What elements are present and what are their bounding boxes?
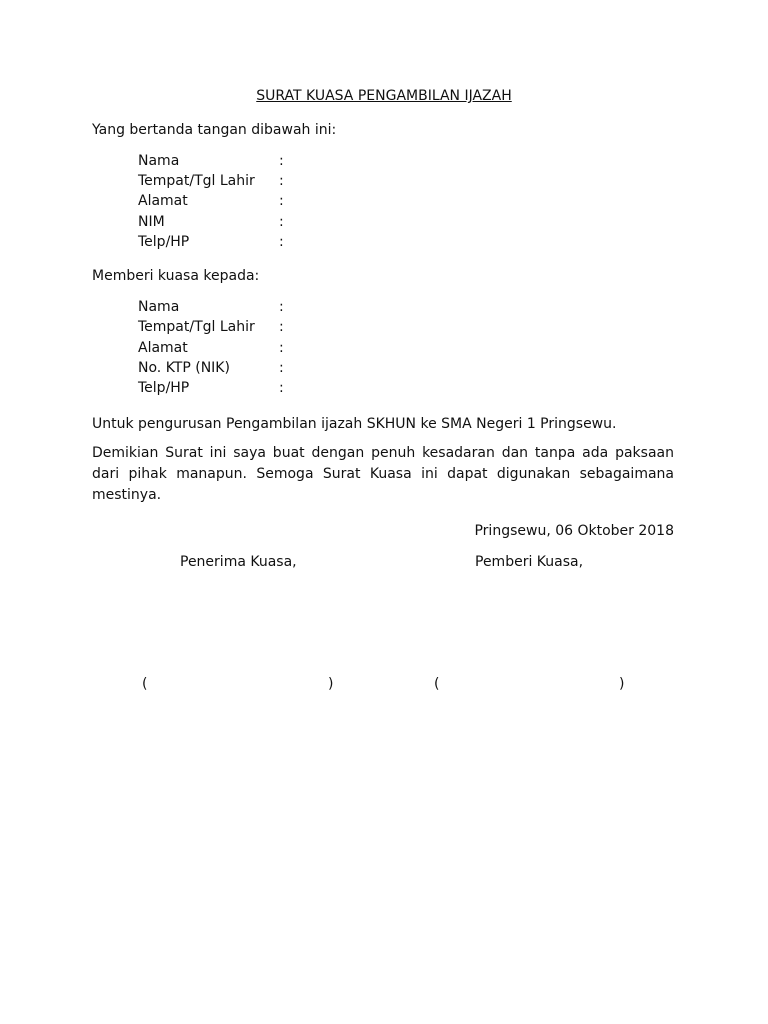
intro-line: Yang bertanda tangan dibawah ini: bbox=[92, 122, 337, 138]
giver-signature-close-paren: ) bbox=[619, 676, 625, 692]
giver-field-nim-colon: : bbox=[279, 214, 284, 230]
recipient-field-address-label: Alamat bbox=[138, 340, 188, 356]
recipient-signature-close-paren: ) bbox=[328, 676, 334, 692]
purpose-paragraph: Untuk pengurusan Pengambilan ijazah SKHUN ke SMA Negeri 1 Pringsewu. bbox=[92, 416, 617, 432]
recipient-field-name-colon: : bbox=[279, 299, 284, 315]
place-date: Pringsewu, 06 Oktober 2018 bbox=[474, 523, 674, 539]
recipient-field-birth-colon: : bbox=[279, 319, 284, 335]
recipient-field-phone-label: Telp/HP bbox=[138, 380, 190, 396]
closing-paragraph: Demikian Surat ini saya buat dengan penuh kesadaran dan tanpa ada paksaan dari pihak manapun. Semoga Surat Kuasa ini dapat digunakan sebagaimana mestinya. bbox=[92, 445, 674, 503]
recipient-field-name-label: Nama bbox=[138, 299, 180, 315]
recipient-field-address-colon: : bbox=[279, 340, 284, 356]
giver-field-name-label: Nama bbox=[138, 153, 180, 169]
giver-signature-label: Pemberi Kuasa, bbox=[475, 554, 584, 570]
letter-title: SURAT KUASA PENGAMBILAN IJAZAH bbox=[256, 88, 512, 104]
giver-field-address-label: Alamat bbox=[138, 193, 188, 209]
giver-field-nim-label: NIM bbox=[138, 214, 165, 230]
recipient-signature-open-paren: ( bbox=[142, 676, 148, 692]
recipient-field-birth-label: Tempat/Tgl Lahir bbox=[138, 319, 255, 335]
giver-field-phone-label: Telp/HP bbox=[138, 234, 190, 250]
giver-field-birth-colon: : bbox=[279, 173, 284, 189]
recipient-signature-label: Penerima Kuasa, bbox=[180, 554, 297, 570]
giver-field-name-colon: : bbox=[279, 153, 284, 169]
giver-field-address-colon: : bbox=[279, 193, 284, 209]
recipient-intro-line: Memberi kuasa kepada: bbox=[92, 268, 260, 284]
giver-signature-open-paren: ( bbox=[434, 676, 440, 692]
recipient-field-nik-label: No. KTP (NIK) bbox=[138, 360, 230, 376]
giver-field-phone-colon: : bbox=[279, 234, 284, 250]
recipient-field-nik-colon: : bbox=[279, 360, 284, 376]
giver-field-birth-label: Tempat/Tgl Lahir bbox=[138, 173, 255, 189]
recipient-field-phone-colon: : bbox=[279, 380, 284, 396]
